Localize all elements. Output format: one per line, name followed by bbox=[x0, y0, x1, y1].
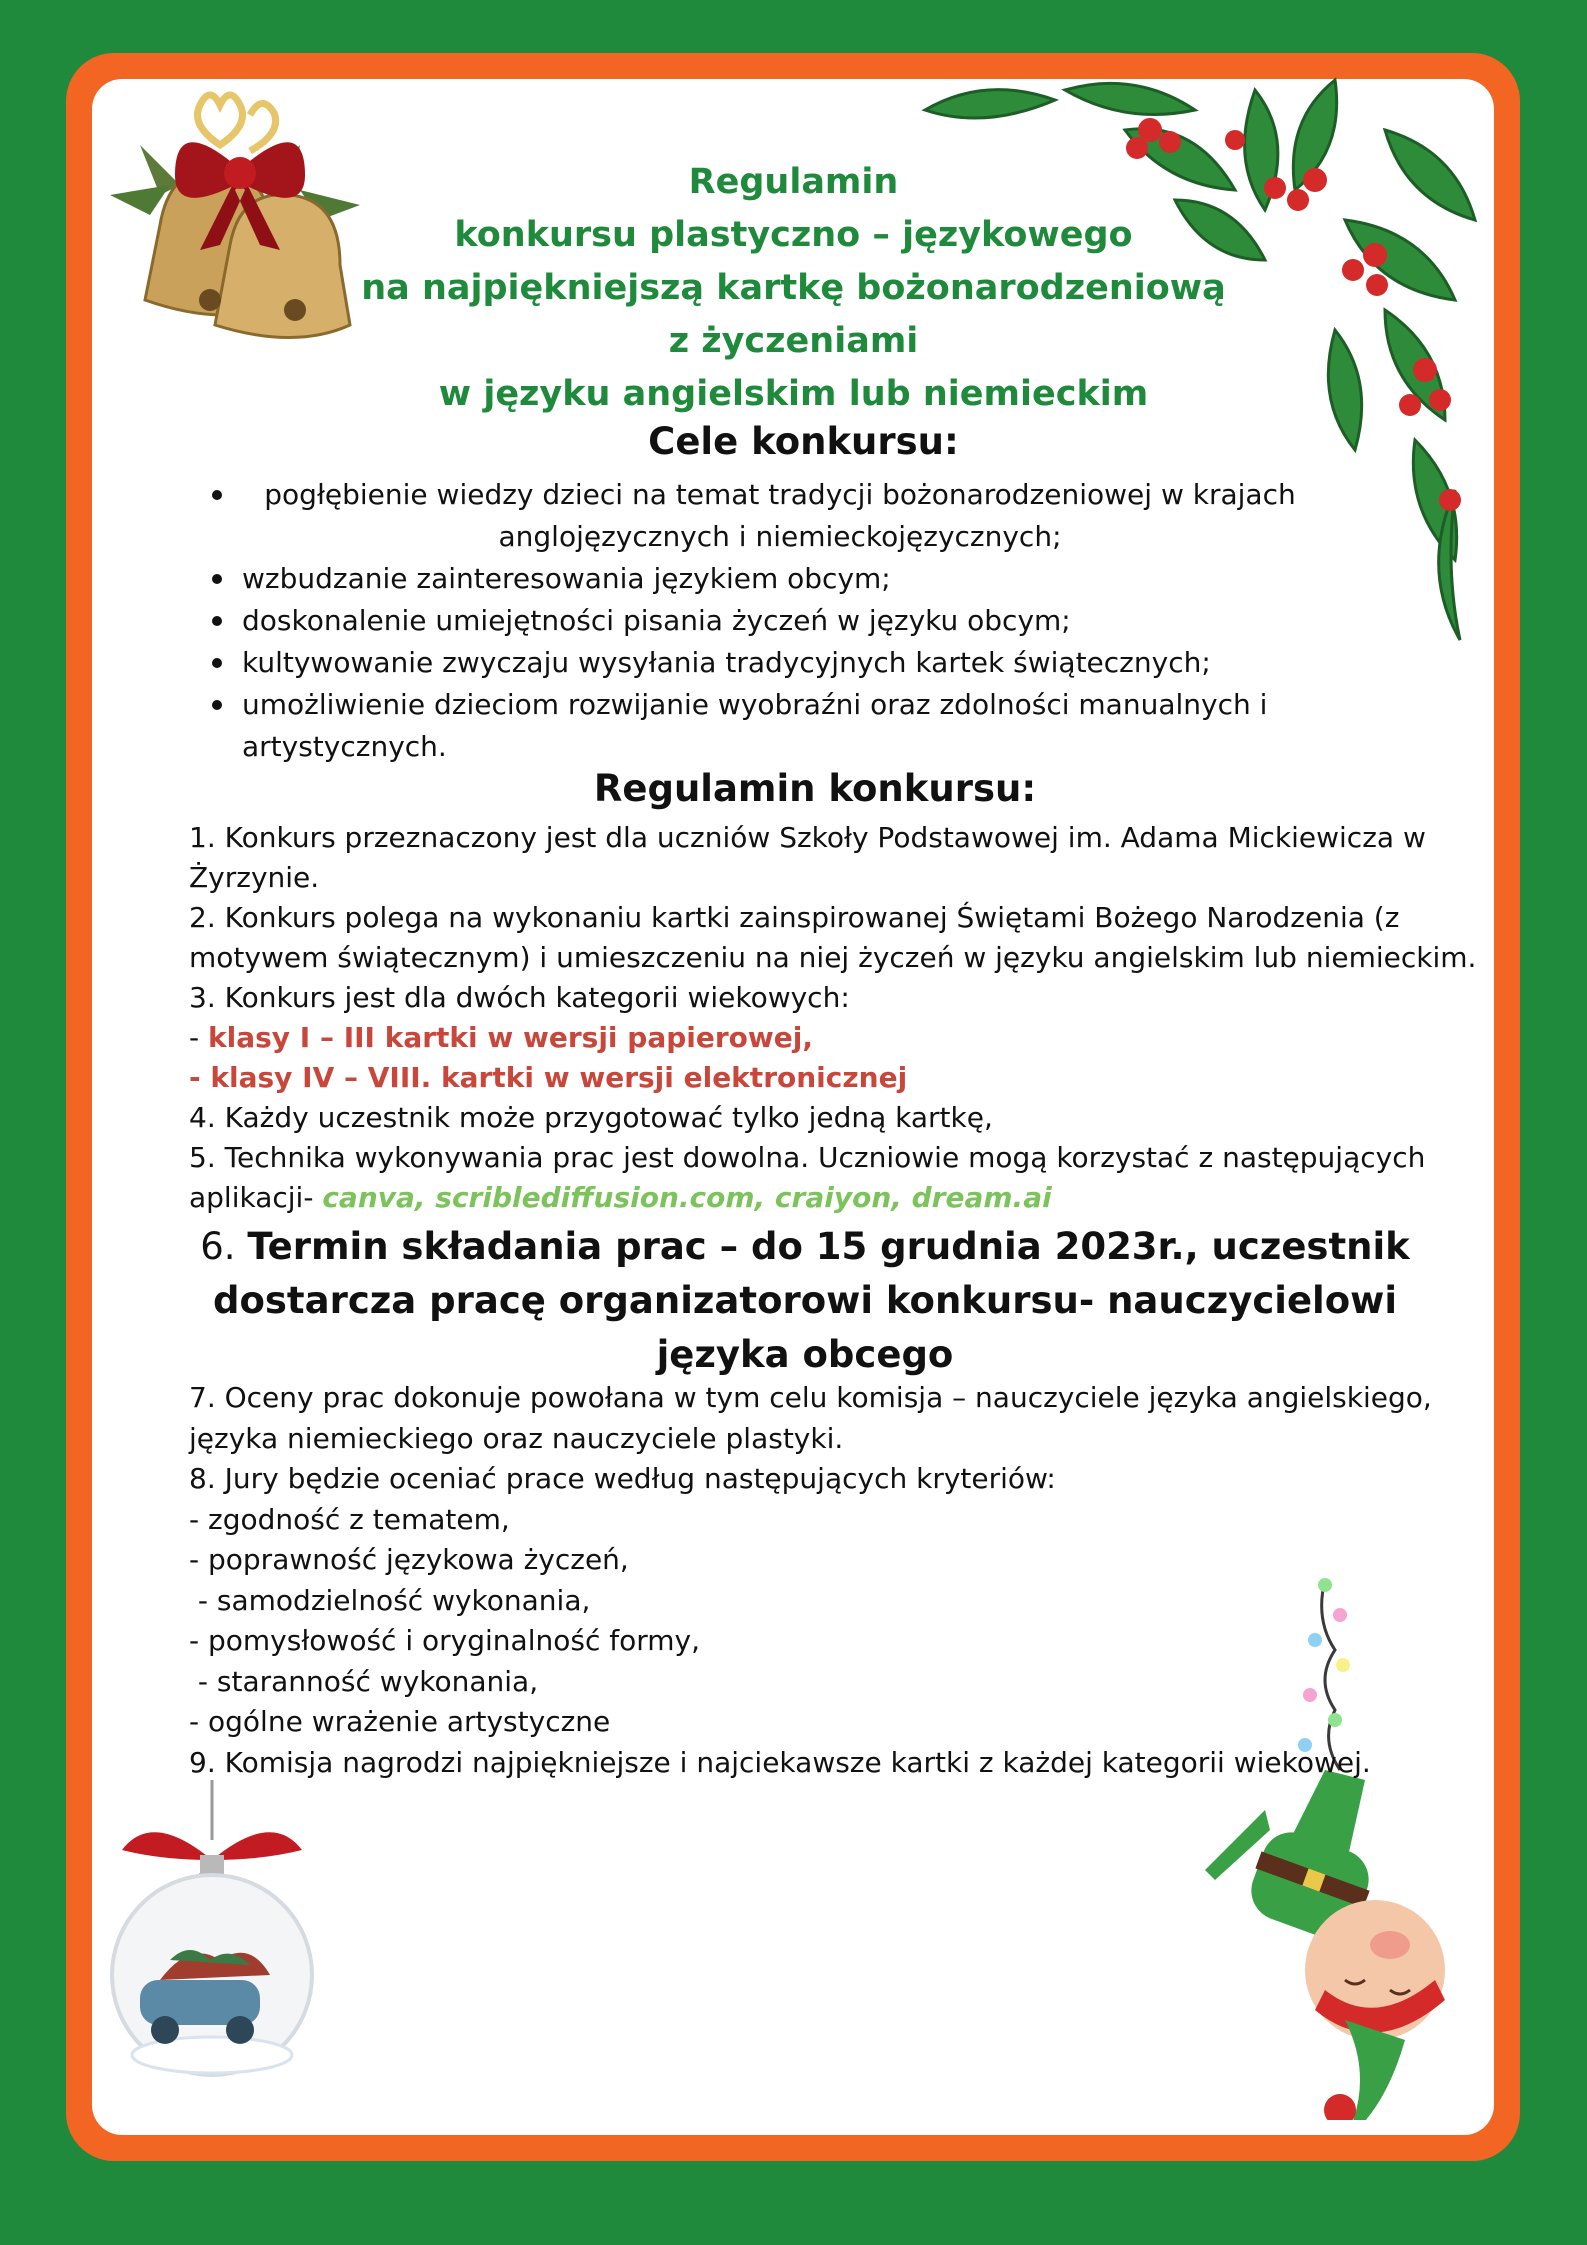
apps-list: canva, scriblediffusion.com, craiyon, dream.ai bbox=[322, 1181, 1052, 1214]
rule-5b: aplikacji- canva, scriblediffusion.com, craiyon, dream.ai bbox=[189, 1181, 1052, 1214]
title-line-2: konkursu plastyczno – językowego bbox=[454, 215, 1133, 255]
rule-3: 3. Konkurs jest dla dwóch kategorii wiekowych: bbox=[189, 981, 850, 1014]
category-1: - klasy I – III kartki w wersji papierowej, bbox=[189, 1021, 813, 1054]
list-item: doskonalenie umiejętności pisania życzeń w języku obcym; bbox=[190, 600, 1370, 642]
rule-1a: 1. Konkurs przeznaczony jest dla uczniów Szkoły Podstawowej im. Adama Mickiewicza w bbox=[189, 821, 1426, 854]
criterion: - samodzielność wykonania, bbox=[189, 1583, 591, 1617]
rule-1b: Żyrzynie. bbox=[189, 861, 320, 894]
criterion: - ogólne wrażenie artystyczne bbox=[189, 1705, 611, 1738]
list-item: umożliwienie dzieciom rozwijanie wyobraźni oraz zdolności manualnych i artystycznych. bbox=[190, 684, 1342, 768]
list-item: pogłębienie wiedzy dzieci na temat tradycji bożonarodzeniowej w krajach anglojęzycznych i niemieckojęzycznych; bbox=[190, 474, 1370, 558]
rules-section-2 bbox=[189, 1378, 1439, 1783]
rule-4: 4. Każdy uczestnik może przygotować tylko jedną kartkę, bbox=[189, 1101, 993, 1134]
rule-7b: języka niemieckiego oraz nauczyciele plastyki. bbox=[189, 1421, 844, 1455]
goals-heading: Cele konkursu: bbox=[648, 420, 959, 463]
title-line-4: z życzeniami bbox=[668, 321, 919, 361]
criterion: - pomysłowość i oryginalność formy, bbox=[189, 1624, 700, 1657]
goals-list bbox=[190, 474, 1370, 768]
rule-6: 6. Termin składania prac – do 15 grudnia 2023r., uczestnik dostarcza pracę organizatorowi konkursu- nauczycielowi języka obcego bbox=[200, 1225, 1410, 1376]
criterion: - poprawność językowa życzeń, bbox=[189, 1543, 629, 1576]
category-1-text: klasy I – III kartki w wersji papierowej, bbox=[208, 1021, 813, 1054]
list-item: kultywowanie zwyczaju wysyłania tradycyjnych kartek świątecznych; bbox=[190, 642, 1370, 684]
title-line-5: w języku angielskim lub niemieckim bbox=[438, 374, 1149, 414]
ornament-ball-icon bbox=[100, 1780, 325, 2100]
rules-section bbox=[189, 818, 1477, 1218]
criterion: - zgodność z tematem, bbox=[189, 1502, 510, 1536]
title-line-1: Regulamin bbox=[688, 162, 899, 202]
title-line-3: na najpiękniejszą kartkę bożonarodzeniową bbox=[361, 268, 1226, 308]
rule-2a: 2. Konkurs polega na wykonaniu kartki zainspirowanej Świętami Bożego Narodzenia (z bbox=[189, 901, 1400, 934]
rule-2b: motywem świątecznym) i umieszczeniu na niej życzeń w języku angielskim lub niemieckim. bbox=[189, 941, 1477, 974]
list-item: wzbudzanie zainteresowania językiem obcym; bbox=[190, 558, 1370, 600]
criterion: - staranność wykonania, bbox=[189, 1664, 539, 1698]
rules-heading: Regulamin konkursu: bbox=[593, 767, 1037, 810]
rule-7a: 7. Oceny prac dokonuje powołana w tym celu komisja – nauczyciele języka angielskiego, bbox=[189, 1381, 1432, 1414]
rule-5a: 5. Technika wykonywania prac jest dowolna. Uczniowie mogą korzystać z następujących bbox=[189, 1141, 1426, 1174]
category-2: - klasy IV – VIII. kartki w wersji elektronicznej bbox=[189, 1061, 908, 1094]
rule-9: 9. Komisja nagrodzi najpiękniejsze i najciekawsze kartki z każdej kategorii wiekowej. bbox=[189, 1745, 1371, 1779]
rule-8: 8. Jury będzie oceniać prace według następujących kryteriów: bbox=[189, 1462, 1056, 1495]
page-title bbox=[0, 156, 1587, 421]
deadline-text: Termin składania prac – do 15 grudnia 2023r., uczestnik dostarcza pracę organizatorowi konkursu- nauczycielowi języka obcego bbox=[213, 1225, 1410, 1376]
